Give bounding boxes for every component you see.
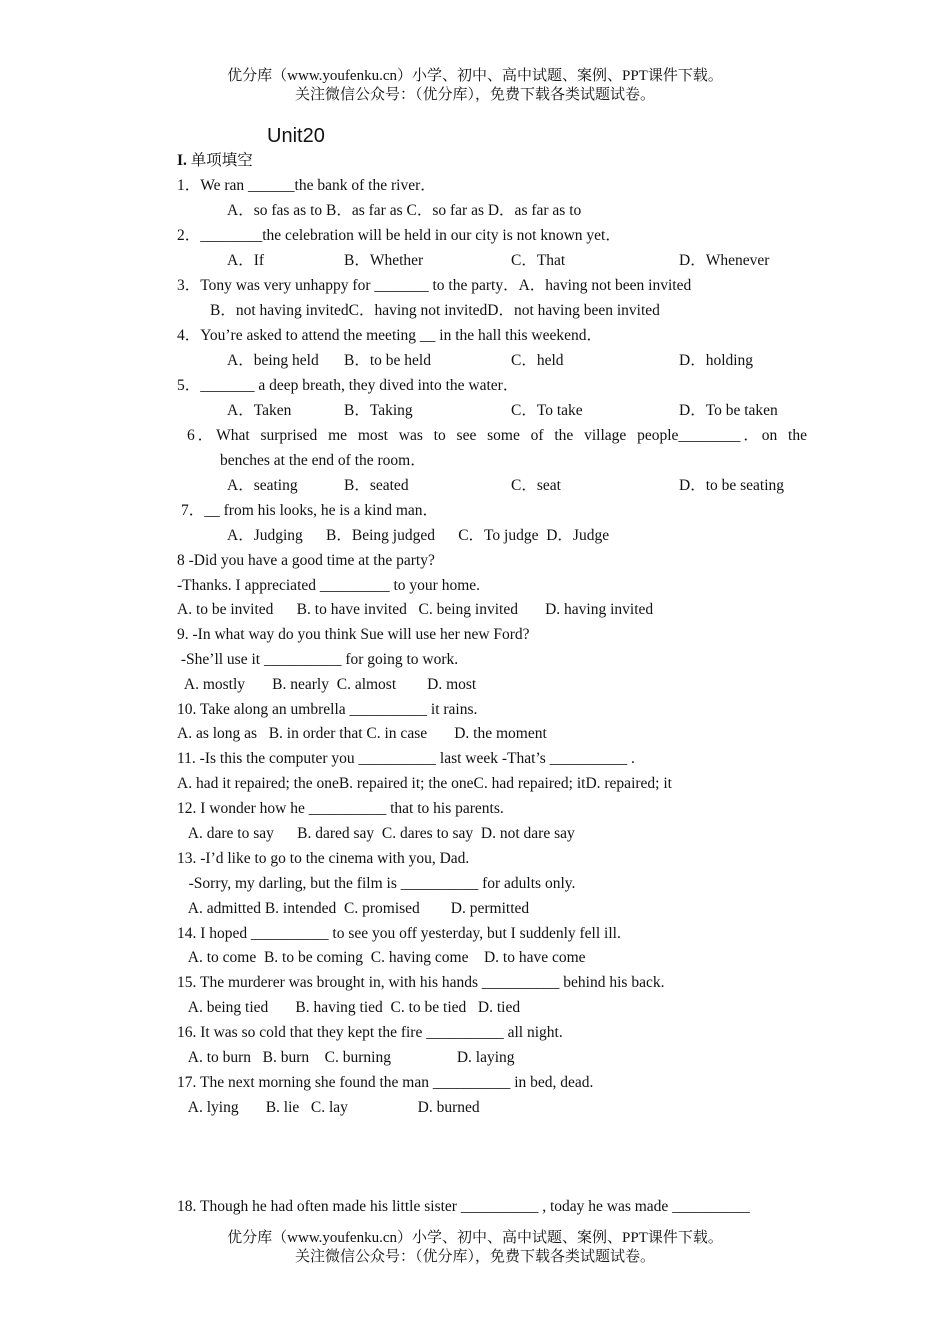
question-16-options: A. to burn B. burn C. burning D. laying bbox=[177, 1049, 515, 1066]
footer-line-1: 优分库（www.youfenku.cn）小学、初中、高中试题、案例、PPT课件下载。 bbox=[227, 1230, 723, 1246]
question-1-options: A．so fas as to B．as far as C．so far as D．as far as to bbox=[227, 202, 582, 219]
question-8-reply: -Thanks. I appreciated _________ to your home. bbox=[177, 577, 481, 594]
question-6-option-a: A．seating bbox=[227, 477, 298, 494]
page-title: Unit20 bbox=[267, 125, 325, 147]
question-3-options: B．not having invitedC．having not invitedD．not having been invited bbox=[210, 302, 660, 319]
section-number: I. bbox=[177, 152, 187, 169]
question-11-options: A. had it repaired; the oneB. repaired it; the oneC. had repaired; itD. repaired; it bbox=[177, 775, 672, 792]
question-10-stem: 10. Take along an umbrella __________ it rains. bbox=[177, 701, 478, 718]
question-13-stem: 13. -I’d like to go to the cinema with you, Dad. bbox=[177, 850, 470, 867]
question-17-stem: 17. The next morning she found the man __________ in bed, dead. bbox=[177, 1074, 594, 1091]
question-16-stem: 16. It was so cold that they kept the fire __________ all night. bbox=[177, 1024, 563, 1041]
question-6-option-b: B．seated bbox=[344, 477, 409, 494]
question-1-stem: 1．We ran ______the bank of the river． bbox=[177, 177, 436, 194]
question-2-option-d: D．Whenever bbox=[679, 252, 770, 269]
question-2-option-b: B．Whether bbox=[344, 252, 424, 269]
footer-line-2: 关注微信公众号：（优分库），免费下载各类试题试卷。 bbox=[294, 1249, 655, 1265]
question-17-options: A. lying B. lie C. lay D. burned bbox=[177, 1099, 480, 1116]
question-9-reply: -She’ll use it __________ for going to work. bbox=[177, 651, 459, 668]
question-4-stem: 4．You’re asked to attend the meeting __ in the hall this weekend． bbox=[177, 327, 603, 344]
header-line-1: 优分库（www.youfenku.cn）小学、初中、高中试题、案例、PPT课件下载。 bbox=[227, 68, 723, 84]
question-15-options: A. being tied B. having tied C. to be tied D. tied bbox=[177, 999, 521, 1016]
section-heading bbox=[177, 151, 253, 171]
question-7-stem: 7．__ from his looks, he is a kind man． bbox=[181, 502, 439, 519]
question-12-stem: 12. I wonder how he __________ that to his parents. bbox=[177, 800, 504, 817]
question-14-options: A. to come B. to be coming C. having come D. to have come bbox=[177, 949, 586, 966]
question-8-stem: 8 -Did you have a good time at the party? bbox=[177, 552, 435, 569]
question-7-options: A．Judging B．Being judged C．To judge D．Judge bbox=[227, 527, 610, 544]
question-6-stem-cont: benches at the end of the room． bbox=[220, 452, 426, 469]
question-14-stem: 14. I hoped __________ to see you off yesterday, but I suddenly fell ill. bbox=[177, 925, 621, 942]
question-5-option-d: D．To be taken bbox=[679, 402, 778, 419]
question-4-option-c: C．held bbox=[511, 352, 564, 369]
question-8-options: A. to be invited B. to have invited C. being invited D. having invited bbox=[177, 601, 654, 618]
question-4-option-b: B．to be held bbox=[344, 352, 431, 369]
header-line-2: 关注微信公众号：（优分库），免费下载各类试题试卷。 bbox=[294, 87, 655, 103]
section-label: 单项填空 bbox=[190, 152, 253, 169]
question-2-stem: 2．________the celebration will be held in our city is not known yet． bbox=[177, 227, 621, 244]
question-9-options: A. mostly B. nearly C. almost D. most bbox=[177, 676, 477, 693]
question-5-stem: 5．_______ a deep breath, they dived into the water． bbox=[177, 377, 519, 394]
question-15-stem: 15. The murderer was brought in, with his hands __________ behind his back. bbox=[177, 974, 665, 991]
question-3-stem: 3．Tony was very unhappy for _______ to the party．A．having not been invited bbox=[177, 277, 692, 294]
question-6-stem: 6．What surprised me most was to see some of the village people________．on the bbox=[187, 427, 807, 444]
question-10-options: A. as long as B. in order that C. in case D. the moment bbox=[177, 725, 547, 742]
question-12-options: A. dare to say B. dared say C. dares to say D. not dare say bbox=[177, 825, 575, 842]
question-2-option-a: A．If bbox=[227, 252, 265, 269]
question-5-option-c: C．To take bbox=[511, 402, 583, 419]
question-9-stem: 9. -In what way do you think Sue will use her new Ford? bbox=[177, 626, 530, 643]
question-4-option-d: D．holding bbox=[679, 352, 754, 369]
question-5-option-a: A．Taken bbox=[227, 402, 292, 419]
question-13-options: A. admitted B. intended C. promised D. permitted bbox=[177, 900, 530, 917]
question-13-reply: -Sorry, my darling, but the film is __________ for adults only. bbox=[177, 875, 576, 892]
question-4-option-a: A．being held bbox=[227, 352, 319, 369]
question-18-stem: 18. Though he had often made his little sister __________ , today he was made __________ bbox=[177, 1198, 750, 1215]
question-11-stem: 11. -Is this the computer you __________ last week -That’s __________ . bbox=[177, 750, 635, 767]
question-6-option-c: C．seat bbox=[511, 477, 561, 494]
question-5-option-b: B．Taking bbox=[344, 402, 413, 419]
question-2-option-c: C．That bbox=[511, 252, 566, 269]
question-6-option-d: D．to be seating bbox=[679, 477, 785, 494]
